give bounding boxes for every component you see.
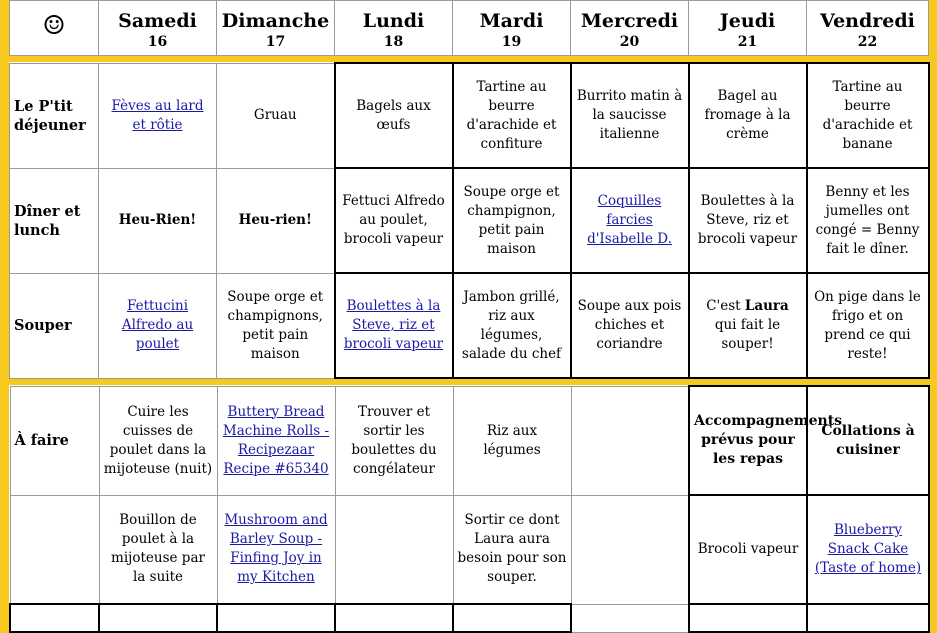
day-date: 16 [147, 34, 168, 50]
day-date: 22 [857, 34, 878, 50]
empty-cell [807, 604, 929, 632]
meal-cell: Soupe orge et champignons, petit pain maison [217, 273, 335, 378]
day-date: 18 [383, 34, 404, 50]
lunch-row [10, 168, 929, 273]
row-label-supper: Souper [10, 273, 99, 378]
empty-cell [217, 604, 335, 632]
header-row [10, 1, 929, 56]
empty-cell [10, 604, 99, 632]
todo-cell[interactable] [217, 386, 335, 495]
meal-cell: Bagels aux œufs [335, 63, 453, 168]
smiley-cell [10, 1, 99, 56]
recipe-link[interactable]: Fèves au lard et rôtie [111, 97, 204, 133]
header-table [9, 0, 929, 56]
meal-cell: Burrito matin à la saucisse italienne [571, 63, 689, 168]
todo-cell[interactable] [217, 495, 335, 604]
sides-header: Accompagnements prévus pour les repas [689, 386, 807, 495]
day-date: 19 [501, 34, 522, 50]
empty-label-cell [10, 495, 99, 604]
meal-cell: Soupe aux pois chiches et coriandre [571, 273, 689, 378]
meal-cell: Gruau [217, 63, 335, 168]
day-name: Mercredi [580, 10, 679, 32]
recipe-link[interactable]: Mushroom and Barley Soup - Finfing Joy in my Kitchen [224, 512, 328, 586]
day-name: Samedi [118, 10, 197, 32]
day-date: 17 [265, 34, 286, 50]
todo-table [9, 385, 930, 633]
todo-cell [571, 495, 689, 604]
meal-cell[interactable] [99, 273, 217, 378]
day-header [453, 1, 571, 56]
recipe-link[interactable]: Boulettes à la Steve, riz et brocoli vapeur [343, 298, 444, 352]
day-header [335, 1, 453, 56]
todo-cell [335, 495, 453, 604]
meal-cell: Tartine au beurre d'arachide et confiture [453, 63, 571, 168]
todo-cell: Trouver et sortir les boulettes du congélateur [335, 386, 453, 495]
meal-cell[interactable] [571, 168, 689, 273]
meals-table [9, 62, 930, 379]
empty-cell [571, 604, 689, 632]
snacks-header: Collations à cuisiner [807, 386, 929, 495]
meal-cell[interactable] [335, 273, 453, 378]
day-name: Jeudi [719, 10, 776, 32]
todo-cell: Cuire les cuisses de poulet dans la mijoteuse (nuit) [99, 386, 217, 495]
empty-cell [689, 604, 807, 632]
day-date: 20 [619, 34, 640, 50]
todo-row [10, 604, 929, 632]
sides-item: Brocoli vapeur [689, 495, 807, 604]
todo-cell: Sortir ce dont Laura aura besoin pour son souper. [453, 495, 571, 604]
todo-row [10, 495, 929, 604]
cook-name: Laura [744, 298, 789, 314]
meal-cell: Heu-rien! [217, 168, 335, 273]
meal-cell: Bagel au fromage à la crème [689, 63, 807, 168]
recipe-link[interactable]: Coquilles farcies d'Isabelle D. [587, 193, 672, 247]
day-name: Vendredi [820, 10, 915, 32]
recipe-link[interactable]: Buttery Bread Machine Rolls - Recipezaar Recipe #65340 [222, 403, 330, 477]
todo-cell [571, 386, 689, 495]
todo-row [10, 386, 929, 495]
meal-cell: Tartine au beurre d'arachide et banane [807, 63, 929, 168]
day-header [99, 1, 217, 56]
meal-cell: Fettuci Alfredo au poulet, brocoli vapeur [335, 168, 453, 273]
recipe-link[interactable]: Fettucini Alfredo au poulet [121, 298, 194, 352]
meal-cell: Boulettes à la Steve, riz et brocoli vapeur [689, 168, 807, 273]
empty-cell [99, 604, 217, 632]
meal-cell [689, 273, 807, 378]
meal-cell: Benny et les jumelles ont congé = Benny fait le dîner. [807, 168, 929, 273]
meal-cell: Jambon grillé, riz aux légumes, salade du chef [453, 273, 571, 378]
meal-cell[interactable] [99, 63, 217, 168]
day-name: Mardi [479, 10, 544, 32]
smiley-icon: ☺ [42, 10, 66, 41]
supper-row [10, 273, 929, 378]
day-header [689, 1, 807, 56]
day-header [217, 1, 335, 56]
todo-cell: Bouillon de poulet à la mijoteuse par la suite [99, 495, 217, 604]
todo-cell: Riz aux légumes [453, 386, 571, 495]
breakfast-row [10, 63, 929, 168]
row-label-breakfast: Le P'tit déjeuner [10, 63, 99, 168]
empty-cell [335, 604, 453, 632]
row-label-todo: À faire [10, 386, 99, 495]
meal-cell: On pige dans le frigo et on prend ce qui reste! [807, 273, 929, 378]
day-header [571, 1, 689, 56]
meal-text: qui fait le souper! [714, 317, 781, 352]
meal-cell: Heu-Rien! [99, 168, 217, 273]
day-name: Dimanche [221, 10, 330, 32]
recipe-link[interactable]: Blueberry Snack Cake (Taste of home) [814, 522, 922, 576]
day-name: Lundi [362, 10, 425, 32]
meal-text: C'est [706, 298, 745, 314]
meal-cell: Soupe orge et champignon, petit pain maison [453, 168, 571, 273]
day-date: 21 [737, 34, 758, 50]
row-label-lunch: Dîner et lunch [10, 168, 99, 273]
day-header [807, 1, 929, 56]
snacks-item[interactable] [807, 495, 929, 604]
empty-cell [453, 604, 571, 632]
